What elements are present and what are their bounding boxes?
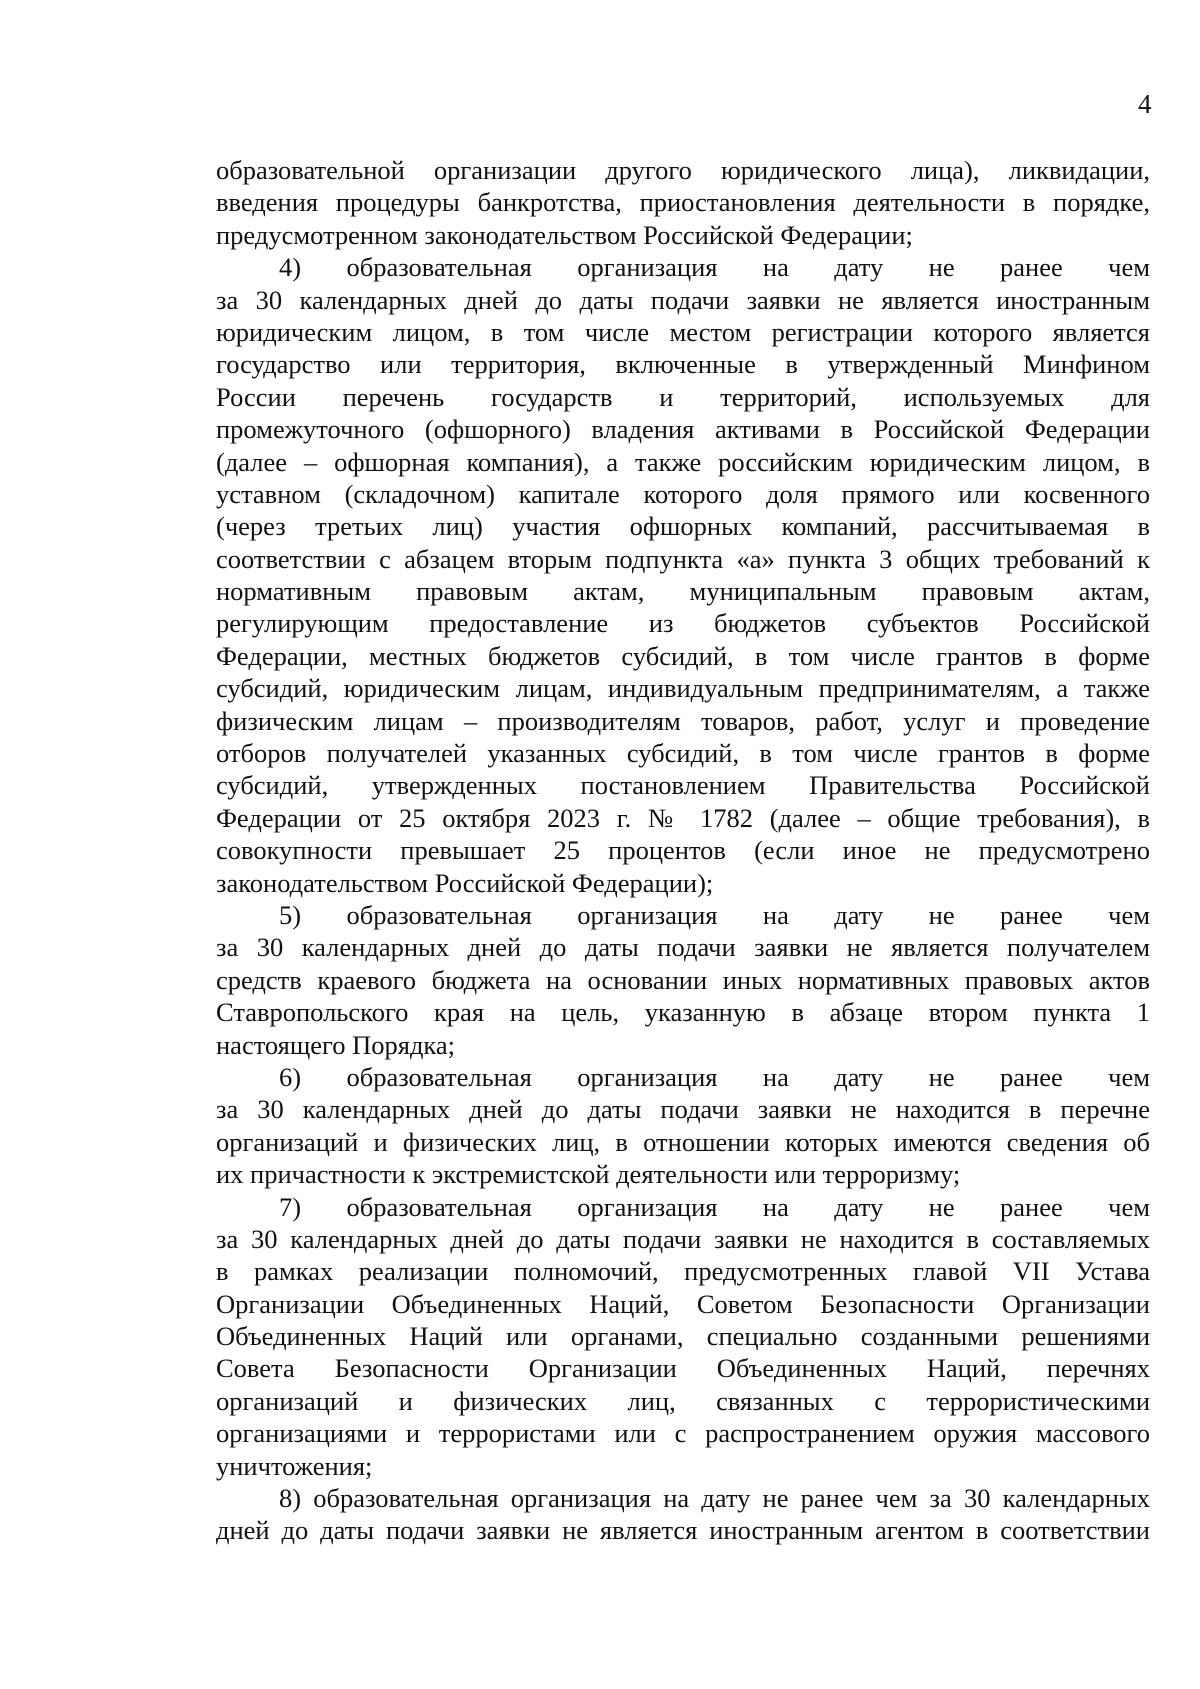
text-line: субсидий, юридическим лицам, индивидуальным предпринимателям, а также: [216, 673, 1150, 704]
text-line: Объединенных Наций или органами, специально созданными решениями: [216, 1321, 1150, 1352]
text-line: России перечень государств и территорий, используемых для: [216, 381, 1150, 412]
text-line: предусмотренном законодательством Российской Федерации;: [216, 219, 913, 250]
text-line: дней до даты подачи заявки не является иностранным агентом в соответствии: [216, 1515, 1150, 1546]
text-line: за 30 календарных дней до даты подачи заявки не находится в составляемых: [216, 1223, 1150, 1254]
document-body: [216, 154, 1150, 1547]
text-line: за 30 календарных дней до даты подачи заявки не является иностранным: [216, 284, 1150, 315]
text-line: государство или территория, включенные в утвержденный Минфином: [216, 349, 1150, 380]
text-line: регулирующим предоставление из бюджетов субъектов Российской: [216, 608, 1150, 639]
text-line: за 30 календарных дней до даты подачи заявки не является получателем: [216, 932, 1150, 963]
text-line: Совета Безопасности Организации Объединенных Наций, перечнях: [216, 1353, 1150, 1384]
page-number: 4: [1138, 89, 1152, 119]
text-line: (далее – офшорная компания), а также российским юридическим лицом, в: [216, 446, 1150, 477]
text-line: организаций и физических лиц, в отношении которых имеются сведения об: [216, 1126, 1150, 1157]
text-line: Федерации от 25 октября 2023 г. № 1782 (далее – общие требования), в: [216, 802, 1150, 833]
text-line: промежуточного (офшорного) владения активами в Российской Федерации: [216, 414, 1150, 445]
text-line: за 30 календарных дней до даты подачи заявки не находится в перечне: [216, 1094, 1150, 1125]
text-line: соответствии с абзацем вторым подпункта «а» пункта 3 общих требований к: [216, 543, 1150, 574]
text-line: законодательством Российской Федерации);: [216, 867, 714, 898]
text-line: организаций и физических лиц, связанных с террористическими: [216, 1385, 1150, 1416]
text-line: 5) образовательная организация на дату не ранее чем: [279, 899, 1150, 930]
text-line: введения процедуры банкротства, приостановления деятельности в порядке,: [216, 187, 1150, 218]
text-line: совокупности превышает 25 процентов (если иное не предусмотрено: [216, 835, 1150, 866]
text-line: образовательной организации другого юридического лица), ликвидации,: [216, 155, 1150, 185]
text-line: в рамках реализации полномочий, предусмотренных главой VII Устава: [216, 1256, 1150, 1287]
text-line: настоящего Порядка;: [216, 1029, 456, 1060]
text-line: (через третьих лиц) участия офшорных компаний, рассчитываемая в: [216, 511, 1150, 542]
text-line: организациями и террористами или с распространением оружия массового: [216, 1418, 1150, 1449]
text-line: средств краевого бюджета на основании иных нормативных правовых актов: [216, 964, 1150, 995]
text-line: их причастности к экстремистской деятельности или терроризму;: [216, 1159, 961, 1190]
text-line: субсидий, утвержденных постановлением Правительства Российской: [216, 770, 1150, 801]
text-line: юридическим лицом, в том числе местом регистрации которого является: [216, 316, 1150, 347]
text-line: 8) образовательная организация на дату не ранее чем за 30 календарных: [279, 1483, 1150, 1514]
text-line: 6) образовательная организация на дату не ранее чем: [279, 1061, 1150, 1092]
text-line: 4) образовательная организация на дату не ранее чем: [279, 252, 1150, 283]
text-line: Организации Объединенных Наций, Советом Безопасности Организации: [216, 1288, 1150, 1319]
text-line: уставном (складочном) капитале которого доля прямого или косвенного: [216, 478, 1150, 509]
text-line: уничтожения;: [216, 1450, 373, 1481]
text-line: нормативным правовым актам, муниципальным правовым актам,: [216, 576, 1150, 607]
text-line: 7) образовательная организация на дату не ранее чем: [279, 1191, 1150, 1222]
text-line: отборов получателей указанных субсидий, в том числе грантов в форме: [216, 738, 1150, 769]
text-line: физическим лицам – производителям товаров, работ, услуг и проведение: [216, 705, 1150, 736]
text-line: Федерации, местных бюджетов субсидий, в том числе грантов в форме: [216, 640, 1150, 671]
text-line: Ставропольского края на цель, указанную в абзаце втором пункта 1: [216, 997, 1150, 1028]
